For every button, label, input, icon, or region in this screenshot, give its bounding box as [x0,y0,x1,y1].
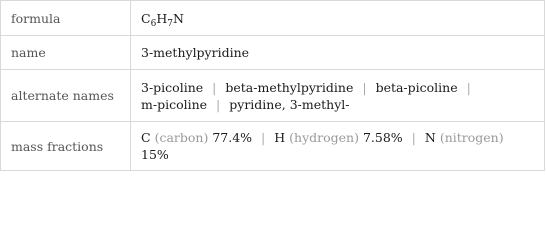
formula-row [1,1,545,36]
formula-h: H [156,10,168,26]
mass-fraction-value: 7.58% [362,130,403,145]
name-row [1,36,545,70]
formula-n: N [172,10,184,26]
mass-fraction-symbol: H [274,130,286,145]
alternate-name: beta-picoline [375,79,458,95]
formula-h-count: 7 [167,18,173,29]
formula-c-count: 6 [150,18,157,29]
separator: | [216,96,221,112]
alternate-name: 3-picoline [141,79,204,95]
alternate-names-value [131,70,545,122]
mass-fraction-value: 15% [141,147,169,162]
mass-fraction-element: (hydrogen) [289,130,359,145]
formula-label: formula [1,1,131,36]
separator: | [212,79,217,95]
alternate-name: pyridine, 3-methyl- [229,96,350,112]
separator: | [466,79,471,95]
mass-fraction-element: (carbon) [154,130,209,145]
mass-fraction-symbol: C [141,130,151,145]
mass-fraction-symbol: N [424,130,436,145]
mass-fraction-value: 77.4% [212,130,253,145]
alternate-name: m-picoline [141,96,208,112]
alternate-name: beta-methylpyridine [225,79,354,95]
separator: | [261,130,266,145]
mass-fractions-value [131,122,545,171]
separator: | [362,79,367,95]
mass-fractions-label: mass fractions [1,122,131,171]
alternate-names-row [1,70,545,122]
formula-value [131,1,545,36]
formula-c: C [141,10,151,26]
name-value: 3-methylpyridine [131,36,545,70]
mass-fractions-row [1,122,545,171]
mass-fraction-element: (nitrogen) [439,130,504,145]
separator: | [411,130,416,145]
name-label: name [1,36,131,70]
alternate-names-label: alternate names [1,70,131,122]
